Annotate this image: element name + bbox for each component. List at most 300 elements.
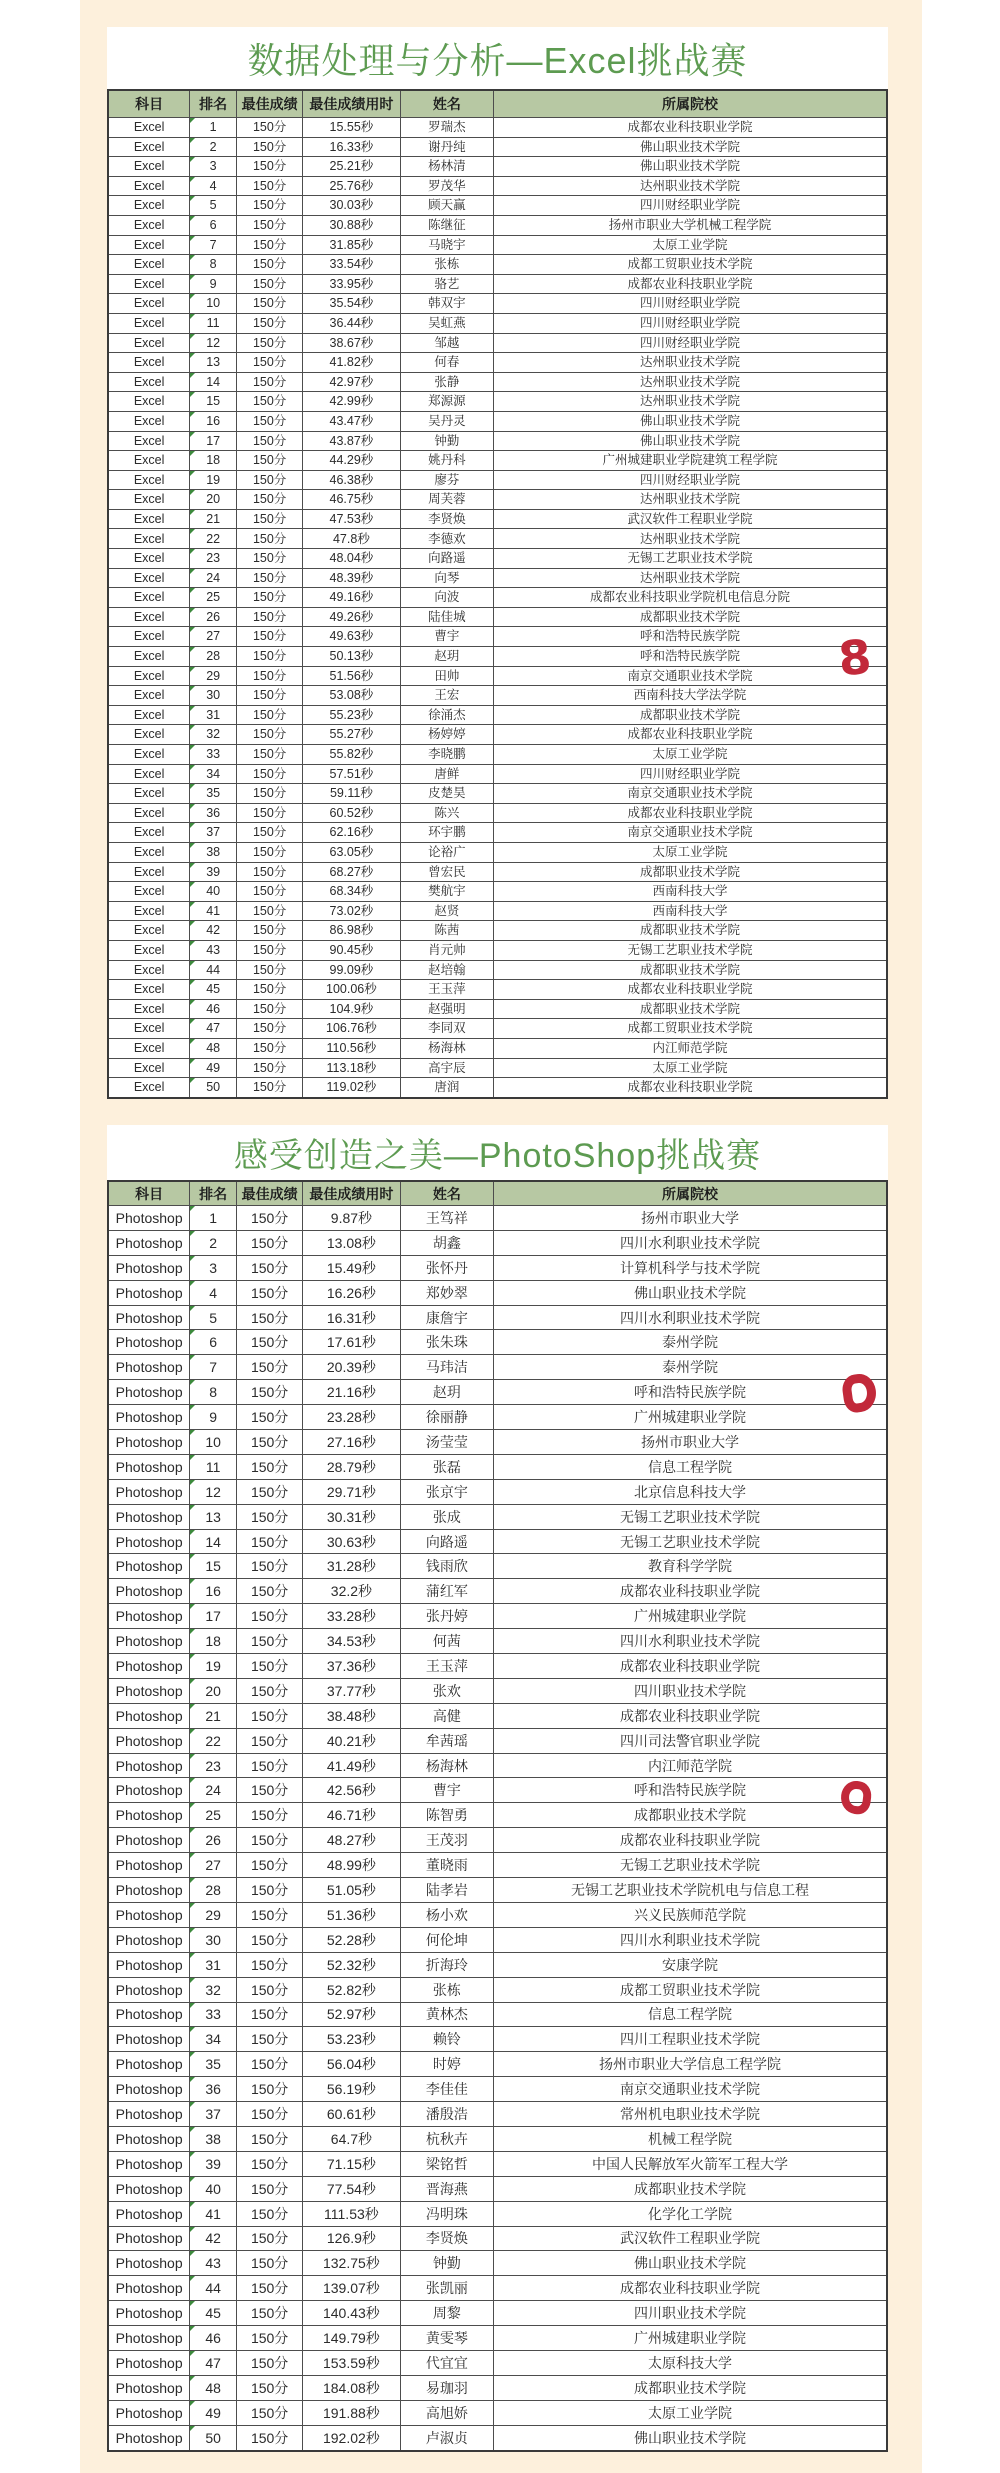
column-header: 最佳成绩用时 xyxy=(303,90,400,118)
cell-best-time: 43.47秒 xyxy=(303,411,400,431)
table-row xyxy=(108,1504,887,1529)
table-row xyxy=(108,176,887,196)
table-row xyxy=(108,255,887,275)
cell-rank: 2 xyxy=(190,1230,237,1255)
cell-best-time: 41.82秒 xyxy=(303,353,400,373)
cell-name: 李佳佳 xyxy=(400,2077,493,2102)
cell-name: 姚丹科 xyxy=(400,451,493,471)
cell-rank: 37 xyxy=(190,823,237,843)
cell-subject: Excel xyxy=(108,842,190,862)
table-row xyxy=(108,2251,887,2276)
cell-name: 陆孝岩 xyxy=(400,1878,493,1903)
cell-school: 成都农业科技职业学院机电信息分院 xyxy=(494,588,887,608)
cell-best-score: 150分 xyxy=(237,1305,303,1330)
cell-best-time: 126.9秒 xyxy=(303,2226,400,2251)
cell-name: 赵强明 xyxy=(400,999,493,1019)
cell-name: 张栋 xyxy=(400,1977,493,2002)
cell-best-time: 33.28秒 xyxy=(303,1604,400,1629)
cell-school: 成都职业技术学院 xyxy=(494,2375,887,2400)
cell-school: 成都农业科技职业学院 xyxy=(494,1703,887,1728)
cell-rank: 22 xyxy=(190,1728,237,1753)
cell-best-time: 40.21秒 xyxy=(303,1728,400,1753)
table-row xyxy=(108,764,887,784)
cell-rank: 14 xyxy=(190,372,237,392)
cell-school: 扬州市职业大学 xyxy=(494,1430,887,1455)
cell-school: 成都职业技术学院 xyxy=(494,862,887,882)
cell-name: 王宏 xyxy=(400,686,493,706)
cell-subject: Excel xyxy=(108,549,190,569)
cell-best-score: 150分 xyxy=(237,2126,303,2151)
cell-school: 西南科技大学 xyxy=(494,901,887,921)
cell-subject: Excel xyxy=(108,882,190,902)
cell-school: 无锡工艺职业技术学院 xyxy=(494,1853,887,1878)
cell-name: 黄林杰 xyxy=(400,2002,493,2027)
cell-best-score: 150分 xyxy=(237,1579,303,1604)
cell-best-time: 46.71秒 xyxy=(303,1803,400,1828)
cell-rank: 17 xyxy=(190,1604,237,1629)
cell-name: 陈兴 xyxy=(400,803,493,823)
cell-rank: 5 xyxy=(190,196,237,216)
cell-best-score: 150分 xyxy=(237,1853,303,1878)
cell-name: 骆艺 xyxy=(400,274,493,294)
cell-best-score: 150分 xyxy=(237,196,303,216)
cell-rank: 24 xyxy=(190,568,237,588)
cell-name: 唐鲜 xyxy=(400,764,493,784)
cell-name: 谢丹纯 xyxy=(400,137,493,157)
cell-best-score: 150分 xyxy=(237,725,303,745)
cell-name: 何伦坤 xyxy=(400,1927,493,1952)
cell-subject: Excel xyxy=(108,392,190,412)
cell-school: 成都工贸职业技术学院 xyxy=(494,1977,887,2002)
cell-best-time: 113.18秒 xyxy=(303,1058,400,1078)
cell-school: 四川财经职业学院 xyxy=(494,470,887,490)
cell-school: 无锡工艺职业技术学院 xyxy=(494,940,887,960)
cell-best-score: 150分 xyxy=(237,1803,303,1828)
cell-subject: Excel xyxy=(108,940,190,960)
cell-school: 达州职业技术学院 xyxy=(494,568,887,588)
cell-rank: 4 xyxy=(190,1280,237,1305)
cell-name: 张丹婷 xyxy=(400,1604,493,1629)
cell-best-score: 150分 xyxy=(237,2102,303,2127)
cell-subject: Photoshop xyxy=(108,2375,190,2400)
cell-best-score: 150分 xyxy=(237,882,303,902)
cell-subject: Photoshop xyxy=(108,2176,190,2201)
cell-best-score: 150分 xyxy=(237,313,303,333)
table-row xyxy=(108,2201,887,2226)
cell-rank: 9 xyxy=(190,1405,237,1430)
cell-name: 周芙蓉 xyxy=(400,490,493,510)
cell-school: 西南科技大学法学院 xyxy=(494,686,887,706)
cell-best-score: 150分 xyxy=(237,294,303,314)
cell-subject: Excel xyxy=(108,862,190,882)
cell-school: 呼和浩特民族学院 xyxy=(494,647,887,667)
table-row xyxy=(108,686,887,706)
cell-school: 达州职业技术学院 xyxy=(494,372,887,392)
cell-rank: 40 xyxy=(190,2176,237,2201)
cell-rank: 30 xyxy=(190,1927,237,1952)
cell-name: 董晓雨 xyxy=(400,1853,493,1878)
cell-name: 邹越 xyxy=(400,333,493,353)
cell-subject: Photoshop xyxy=(108,1654,190,1679)
cell-subject: Photoshop xyxy=(108,2027,190,2052)
cell-best-time: 48.27秒 xyxy=(303,1828,400,1853)
table-row xyxy=(108,2226,887,2251)
table-row xyxy=(108,2002,887,2027)
cell-best-score: 150分 xyxy=(237,2002,303,2027)
cell-best-time: 149.79秒 xyxy=(303,2326,400,2351)
cell-name: 晋海燕 xyxy=(400,2176,493,2201)
cell-subject: Excel xyxy=(108,274,190,294)
cell-best-time: 41.49秒 xyxy=(303,1753,400,1778)
cell-rank: 7 xyxy=(190,1355,237,1380)
cell-school: 南京交通职业技术学院 xyxy=(494,784,887,804)
cell-best-time: 30.88秒 xyxy=(303,215,400,235)
cell-rank: 46 xyxy=(190,999,237,1019)
cell-name: 周黎 xyxy=(400,2301,493,2326)
cell-subject: Excel xyxy=(108,215,190,235)
cell-best-score: 150分 xyxy=(237,1828,303,1853)
cell-best-time: 28.79秒 xyxy=(303,1454,400,1479)
cell-subject: Excel xyxy=(108,353,190,373)
cell-rank: 12 xyxy=(190,1479,237,1504)
cell-rank: 13 xyxy=(190,1504,237,1529)
cell-name: 时婷 xyxy=(400,2052,493,2077)
cell-subject: Excel xyxy=(108,764,190,784)
cell-rank: 15 xyxy=(190,392,237,412)
table-row xyxy=(108,1977,887,2002)
cell-name: 罗瑞杰 xyxy=(400,118,493,138)
table-row xyxy=(108,235,887,255)
table-row xyxy=(108,1058,887,1078)
cell-name: 向路遥 xyxy=(400,1529,493,1554)
cell-best-time: 62.16秒 xyxy=(303,823,400,843)
cell-name: 徐丽静 xyxy=(400,1405,493,1430)
cell-school: 泰州学院 xyxy=(494,1355,887,1380)
cell-rank: 3 xyxy=(190,1255,237,1280)
cell-school: 计算机科学与技术学院 xyxy=(494,1255,887,1280)
cell-subject: Photoshop xyxy=(108,1803,190,1828)
cell-school: 成都工贸职业技术学院 xyxy=(494,1019,887,1039)
cell-rank: 31 xyxy=(190,1952,237,1977)
cell-best-time: 57.51秒 xyxy=(303,764,400,784)
cell-rank: 5 xyxy=(190,1305,237,1330)
cell-best-time: 15.49秒 xyxy=(303,1255,400,1280)
table-header-row xyxy=(108,1181,887,1206)
cell-best-score: 150分 xyxy=(237,1430,303,1455)
cell-best-time: 37.36秒 xyxy=(303,1654,400,1679)
cell-rank: 29 xyxy=(190,666,237,686)
table-row xyxy=(108,1778,887,1803)
cell-name: 马玮洁 xyxy=(400,1355,493,1380)
cell-best-score: 150分 xyxy=(237,1629,303,1654)
cell-school: 四川财经职业学院 xyxy=(494,333,887,353)
cell-school: 广州城建职业学院建筑工程学院 xyxy=(494,451,887,471)
table-row xyxy=(108,2375,887,2400)
cell-rank: 11 xyxy=(190,313,237,333)
table-row xyxy=(108,803,887,823)
cell-best-time: 68.34秒 xyxy=(303,882,400,902)
cell-best-score: 150分 xyxy=(237,1952,303,1977)
table-row xyxy=(108,2350,887,2375)
cell-name: 吴虹燕 xyxy=(400,313,493,333)
cell-best-score: 150分 xyxy=(237,2226,303,2251)
table-row xyxy=(108,2276,887,2301)
cell-best-time: 132.75秒 xyxy=(303,2251,400,2276)
cell-rank: 21 xyxy=(190,509,237,529)
cell-best-score: 150分 xyxy=(237,862,303,882)
cell-best-time: 56.19秒 xyxy=(303,2077,400,2102)
cell-rank: 42 xyxy=(190,921,237,941)
cell-best-score: 150分 xyxy=(237,1604,303,1629)
table-row xyxy=(108,1629,887,1654)
cell-best-score: 150分 xyxy=(237,1728,303,1753)
cell-subject: Excel xyxy=(108,470,190,490)
table-row xyxy=(108,1330,887,1355)
cell-best-score: 150分 xyxy=(237,1504,303,1529)
cell-best-time: 17.61秒 xyxy=(303,1330,400,1355)
cell-name: 肖元帅 xyxy=(400,940,493,960)
cell-best-score: 150分 xyxy=(237,1927,303,1952)
cell-school: 成都职业技术学院 xyxy=(494,999,887,1019)
cell-rank: 1 xyxy=(190,118,237,138)
cell-school: 无锡工艺职业技术学院机电与信息工程 xyxy=(494,1878,887,1903)
cell-subject: Photoshop xyxy=(108,1878,190,1903)
cell-rank: 7 xyxy=(190,235,237,255)
cell-name: 黄雯琴 xyxy=(400,2326,493,2351)
cell-rank: 16 xyxy=(190,1579,237,1604)
excel-section-title: 数据处理与分析—Excel挑战赛 xyxy=(247,39,748,81)
cell-rank: 33 xyxy=(190,745,237,765)
cell-school: 佛山职业技术学院 xyxy=(494,411,887,431)
cell-best-score: 150分 xyxy=(237,1405,303,1430)
cell-best-score: 150分 xyxy=(237,176,303,196)
cell-subject: Photoshop xyxy=(108,1579,190,1604)
cell-best-time: 47.53秒 xyxy=(303,509,400,529)
cell-rank: 41 xyxy=(190,901,237,921)
column-header: 最佳成绩 xyxy=(237,90,303,118)
cell-best-score: 150分 xyxy=(237,803,303,823)
table-row xyxy=(108,490,887,510)
cell-name: 徐涌杰 xyxy=(400,705,493,725)
cell-best-time: 49.26秒 xyxy=(303,607,400,627)
cell-school: 中国人民解放军火箭军工程大学 xyxy=(494,2151,887,2176)
cell-best-time: 153.59秒 xyxy=(303,2350,400,2375)
cell-best-score: 150分 xyxy=(237,1703,303,1728)
cell-best-time: 33.95秒 xyxy=(303,274,400,294)
table-row xyxy=(108,2301,887,2326)
cell-school: 四川司法警官职业学院 xyxy=(494,1728,887,1753)
table-row xyxy=(108,2151,887,2176)
cell-best-time: 36.44秒 xyxy=(303,313,400,333)
table-row xyxy=(108,1554,887,1579)
cell-name: 张静 xyxy=(400,372,493,392)
table-row xyxy=(108,392,887,412)
cell-school: 西南科技大学 xyxy=(494,882,887,902)
table-row xyxy=(108,2102,887,2127)
cell-best-time: 16.31秒 xyxy=(303,1305,400,1330)
cell-name: 杨海林 xyxy=(400,1753,493,1778)
cell-subject: Photoshop xyxy=(108,2425,190,2450)
table-row xyxy=(108,411,887,431)
table-row xyxy=(108,1405,887,1430)
table-row xyxy=(108,1828,887,1853)
cell-subject: Photoshop xyxy=(108,1629,190,1654)
cell-best-time: 46.75秒 xyxy=(303,490,400,510)
cell-best-time: 100.06秒 xyxy=(303,980,400,1000)
table-row xyxy=(108,2077,887,2102)
cell-school: 成都农业科技职业学院 xyxy=(494,1828,887,1853)
cell-name: 高健 xyxy=(400,1703,493,1728)
cell-rank: 20 xyxy=(190,490,237,510)
cell-rank: 49 xyxy=(190,2400,237,2425)
cell-school: 扬州市职业大学 xyxy=(494,1206,887,1231)
cell-rank: 14 xyxy=(190,1529,237,1554)
cell-best-time: 104.9秒 xyxy=(303,999,400,1019)
table-row xyxy=(108,1878,887,1903)
cell-subject: Photoshop xyxy=(108,1952,190,1977)
cell-school: 南京交通职业技术学院 xyxy=(494,823,887,843)
cell-name: 折海玲 xyxy=(400,1952,493,1977)
cell-subject: Photoshop xyxy=(108,1977,190,2002)
column-header: 所属院校 xyxy=(494,1181,887,1206)
photoshop-section-title: 感受创造之美—PhotoShop挑战赛 xyxy=(233,1137,762,1175)
cell-best-score: 150分 xyxy=(237,1038,303,1058)
cell-subject: Photoshop xyxy=(108,2077,190,2102)
cell-best-time: 27.16秒 xyxy=(303,1430,400,1455)
cell-rank: 38 xyxy=(190,842,237,862)
table-row xyxy=(108,118,887,138)
cell-school: 四川职业技术学院 xyxy=(494,1678,887,1703)
cell-rank: 33 xyxy=(190,2002,237,2027)
table-row xyxy=(108,470,887,490)
cell-rank: 50 xyxy=(190,2425,237,2450)
cell-rank: 34 xyxy=(190,2027,237,2052)
cell-subject: Photoshop xyxy=(108,1206,190,1231)
cell-school: 四川水利职业技术学院 xyxy=(494,1305,887,1330)
cell-name: 张京宇 xyxy=(400,1479,493,1504)
cell-school: 佛山职业技术学院 xyxy=(494,2251,887,2276)
cell-school: 太原工业学院 xyxy=(494,745,887,765)
cell-best-time: 20.39秒 xyxy=(303,1355,400,1380)
table-row xyxy=(108,1678,887,1703)
cell-subject: Photoshop xyxy=(108,1703,190,1728)
cell-school: 广州城建职业学院 xyxy=(494,2326,887,2351)
cell-subject: Photoshop xyxy=(108,2151,190,2176)
table-row xyxy=(108,137,887,157)
table-row xyxy=(108,451,887,471)
cell-best-time: 42.97秒 xyxy=(303,372,400,392)
cell-rank: 9 xyxy=(190,274,237,294)
cell-school: 无锡工艺职业技术学院 xyxy=(494,549,887,569)
cell-best-score: 150分 xyxy=(237,1977,303,2002)
table-row xyxy=(108,666,887,686)
cell-best-score: 150分 xyxy=(237,686,303,706)
cell-best-score: 150分 xyxy=(237,1878,303,1903)
cell-school: 四川职业技术学院 xyxy=(494,2301,887,2326)
table-row xyxy=(108,1604,887,1629)
cell-rank: 17 xyxy=(190,431,237,451)
cell-rank: 13 xyxy=(190,353,237,373)
table-row xyxy=(108,1728,887,1753)
cell-name: 赖铃 xyxy=(400,2027,493,2052)
cell-rank: 28 xyxy=(190,647,237,667)
cell-rank: 44 xyxy=(190,2276,237,2301)
cell-rank: 29 xyxy=(190,1902,237,1927)
cell-rank: 22 xyxy=(190,529,237,549)
cell-subject: Photoshop xyxy=(108,2276,190,2301)
cell-best-score: 150分 xyxy=(237,333,303,353)
cell-subject: Photoshop xyxy=(108,1230,190,1255)
cell-subject: Excel xyxy=(108,313,190,333)
cell-best-score: 150分 xyxy=(237,999,303,1019)
cell-subject: Photoshop xyxy=(108,1678,190,1703)
cell-rank: 25 xyxy=(190,1803,237,1828)
cell-best-score: 150分 xyxy=(237,2350,303,2375)
cell-subject: Excel xyxy=(108,999,190,1019)
cell-best-time: 52.82秒 xyxy=(303,1977,400,2002)
table-row xyxy=(108,2126,887,2151)
cell-school: 兴义民族师范学院 xyxy=(494,1902,887,1927)
cell-best-time: 37.77秒 xyxy=(303,1678,400,1703)
cell-name: 唐润 xyxy=(400,1078,493,1098)
column-header: 排名 xyxy=(190,1181,237,1206)
table-row xyxy=(108,372,887,392)
cell-school: 成都农业科技职业学院 xyxy=(494,803,887,823)
cell-subject: Photoshop xyxy=(108,1330,190,1355)
cell-school: 成都农业科技职业学院 xyxy=(494,1654,887,1679)
cell-school: 安康学院 xyxy=(494,1952,887,1977)
cell-subject: Excel xyxy=(108,490,190,510)
cell-best-score: 150分 xyxy=(237,784,303,804)
handwritten-red-eight-annotation: 8 xyxy=(836,629,874,688)
cell-best-time: 48.99秒 xyxy=(303,1853,400,1878)
cell-best-time: 21.16秒 xyxy=(303,1380,400,1405)
cell-best-time: 90.45秒 xyxy=(303,940,400,960)
cell-name: 皮楚昊 xyxy=(400,784,493,804)
cell-subject: Excel xyxy=(108,960,190,980)
cell-school: 无锡工艺职业技术学院 xyxy=(494,1504,887,1529)
cell-rank: 4 xyxy=(190,176,237,196)
cell-subject: Excel xyxy=(108,509,190,529)
cell-name: 曾宏民 xyxy=(400,862,493,882)
cell-rank: 6 xyxy=(190,215,237,235)
table-row xyxy=(108,1038,887,1058)
cell-school: 扬州市职业大学信息工程学院 xyxy=(494,2052,887,2077)
cell-rank: 37 xyxy=(190,2102,237,2127)
photoshop-ranking-table xyxy=(107,1180,888,2452)
cell-best-score: 150分 xyxy=(237,1902,303,1927)
cell-school: 成都职业技术学院 xyxy=(494,1803,887,1828)
cell-best-time: 42.56秒 xyxy=(303,1778,400,1803)
cell-name: 赵培翰 xyxy=(400,960,493,980)
cell-best-time: 55.82秒 xyxy=(303,745,400,765)
cell-school: 广州城建职业学院 xyxy=(494,1604,887,1629)
cell-subject: Excel xyxy=(108,157,190,177)
cell-best-score: 150分 xyxy=(237,137,303,157)
cell-best-time: 184.08秒 xyxy=(303,2375,400,2400)
cell-best-time: 33.54秒 xyxy=(303,255,400,275)
cell-best-score: 150分 xyxy=(237,490,303,510)
cell-school: 呼和浩特民族学院 xyxy=(494,1380,887,1405)
cell-best-score: 150分 xyxy=(237,411,303,431)
cell-best-score: 150分 xyxy=(237,1058,303,1078)
table-row xyxy=(108,2400,887,2425)
cell-name: 杭秋卉 xyxy=(400,2126,493,2151)
cell-subject: Excel xyxy=(108,451,190,471)
cell-name: 李贤焕 xyxy=(400,509,493,529)
cell-best-time: 44.29秒 xyxy=(303,451,400,471)
cell-rank: 41 xyxy=(190,2201,237,2226)
